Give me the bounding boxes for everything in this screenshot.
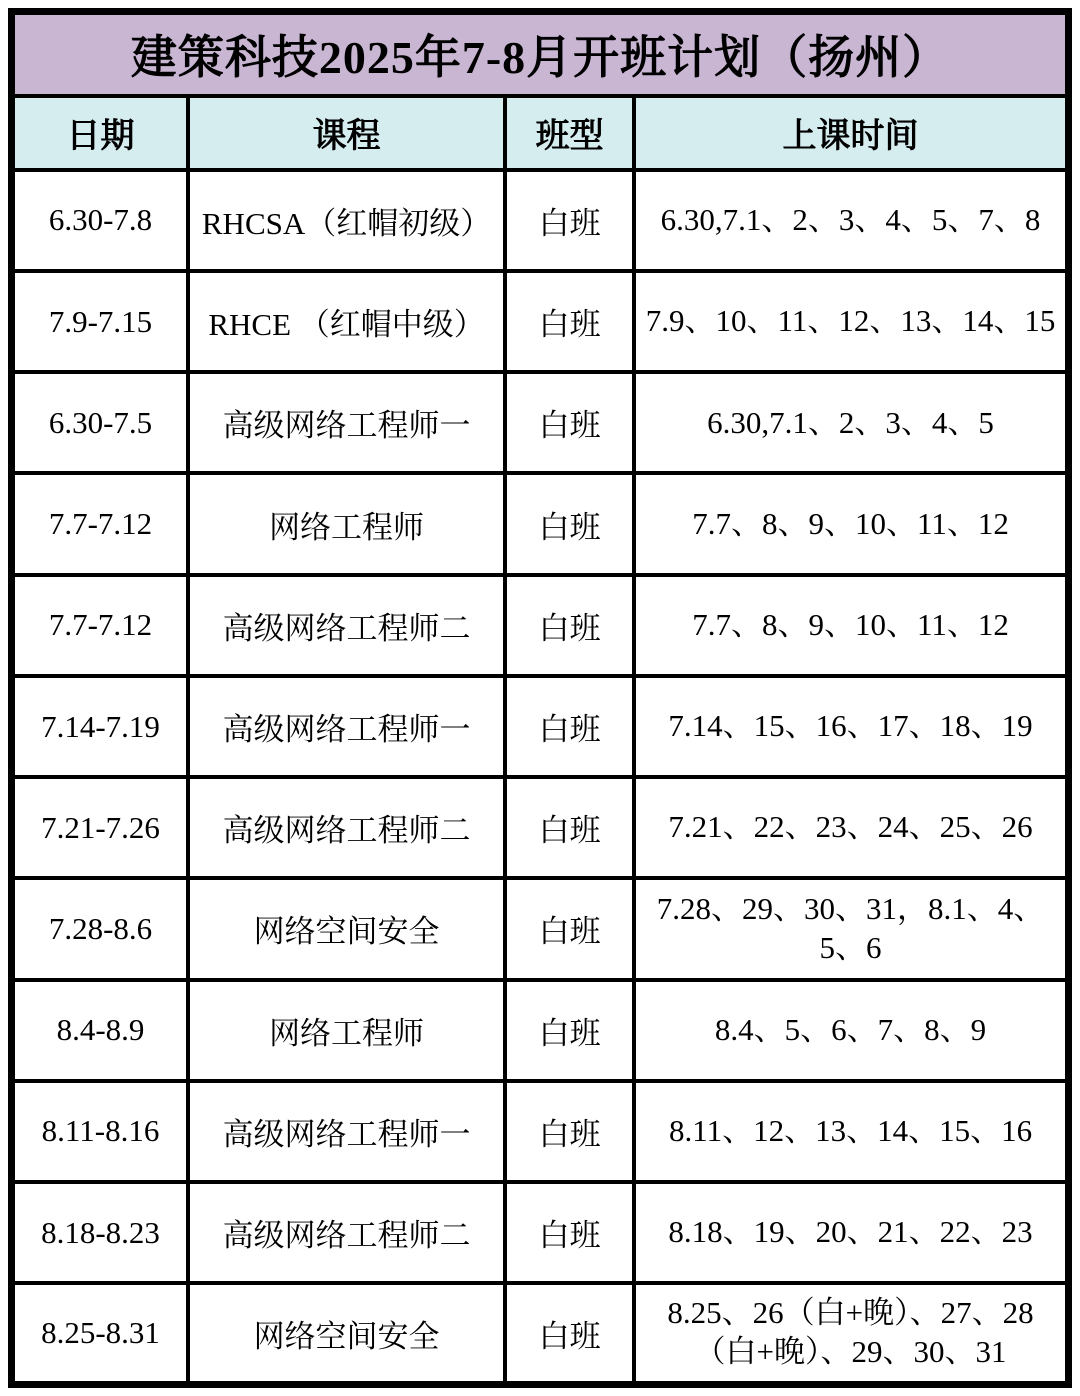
column-header-time: 上课时间 — [634, 96, 1068, 170]
course-cell: 高级网络工程师一 — [188, 1081, 505, 1182]
table-row — [12, 1283, 1069, 1384]
class-type-cell: 白班 — [505, 1283, 634, 1384]
class-type-cell: 白班 — [505, 575, 634, 676]
table-row — [12, 575, 1069, 676]
table-row — [12, 777, 1069, 878]
table-row — [12, 676, 1069, 777]
class-type-cell: 白班 — [505, 980, 634, 1081]
table-row — [12, 170, 1069, 271]
course-cell: 网络工程师 — [188, 980, 505, 1081]
course-cell: 高级网络工程师二 — [188, 575, 505, 676]
date-cell: 8.18-8.23 — [12, 1182, 189, 1283]
header-row — [12, 96, 1069, 170]
table-row — [12, 1081, 1069, 1182]
class-type-cell: 白班 — [505, 676, 634, 777]
date-cell: 7.28-8.6 — [12, 878, 189, 979]
time-cell: 8.11、12、13、14、15、16 — [634, 1081, 1068, 1182]
date-cell: 8.4-8.9 — [12, 980, 189, 1081]
class-type-cell: 白班 — [505, 271, 634, 372]
time-cell: 6.30,7.1、2、3、4、5 — [634, 372, 1068, 473]
course-cell: 高级网络工程师一 — [188, 676, 505, 777]
class-type-cell: 白班 — [505, 1182, 634, 1283]
table-row — [12, 271, 1069, 372]
class-type-cell: 白班 — [505, 372, 634, 473]
date-cell: 8.11-8.16 — [12, 1081, 189, 1182]
time-cell: 8.25、26（白+晚）、27、28（白+晚）、29、30、31 — [634, 1283, 1068, 1384]
class-type-cell: 白班 — [505, 1081, 634, 1182]
date-cell: 8.25-8.31 — [12, 1283, 189, 1384]
time-cell: 7.28、29、30、31，8.1、4、5、6 — [634, 878, 1068, 979]
table-row — [12, 473, 1069, 574]
table-row — [12, 980, 1069, 1081]
course-cell: RHCSA（红帽初级） — [188, 170, 505, 271]
course-cell: 网络空间安全 — [188, 1283, 505, 1384]
date-cell: 7.21-7.26 — [12, 777, 189, 878]
column-header-course: 课程 — [188, 96, 505, 170]
time-cell: 7.14、15、16、17、18、19 — [634, 676, 1068, 777]
date-cell: 7.7-7.12 — [12, 575, 189, 676]
table-row — [12, 372, 1069, 473]
course-cell: 网络空间安全 — [188, 878, 505, 979]
date-cell: 7.7-7.12 — [12, 473, 189, 574]
class-type-cell: 白班 — [505, 777, 634, 878]
time-cell: 7.7、8、9、10、11、12 — [634, 473, 1068, 574]
class-type-cell: 白班 — [505, 170, 634, 271]
course-cell: RHCE （红帽中级） — [188, 271, 505, 372]
column-header-date: 日期 — [12, 96, 189, 170]
time-cell: 6.30,7.1、2、3、4、5、7、8 — [634, 170, 1068, 271]
date-cell: 7.9-7.15 — [12, 271, 189, 372]
class-type-cell: 白班 — [505, 473, 634, 574]
date-cell: 7.14-7.19 — [12, 676, 189, 777]
column-header-class-type: 班型 — [505, 96, 634, 170]
course-cell: 高级网络工程师一 — [188, 372, 505, 473]
date-cell: 6.30-7.5 — [12, 372, 189, 473]
course-cell: 高级网络工程师二 — [188, 777, 505, 878]
date-cell: 6.30-7.8 — [12, 170, 189, 271]
time-cell: 7.7、8、9、10、11、12 — [634, 575, 1068, 676]
table-row — [12, 878, 1069, 979]
course-cell: 网络工程师 — [188, 473, 505, 574]
time-cell: 7.21、22、23、24、25、26 — [634, 777, 1068, 878]
table-row — [12, 1182, 1069, 1283]
time-cell: 7.9、10、11、12、13、14、15 — [634, 271, 1068, 372]
schedule-table — [8, 8, 1072, 1388]
time-cell: 8.4、5、6、7、8、9 — [634, 980, 1068, 1081]
title-row — [12, 12, 1069, 96]
page-title: 建策科技2025年7-8月开班计划（扬州） — [12, 12, 1069, 96]
course-cell: 高级网络工程师二 — [188, 1182, 505, 1283]
class-type-cell: 白班 — [505, 878, 634, 979]
time-cell: 8.18、19、20、21、22、23 — [634, 1182, 1068, 1283]
